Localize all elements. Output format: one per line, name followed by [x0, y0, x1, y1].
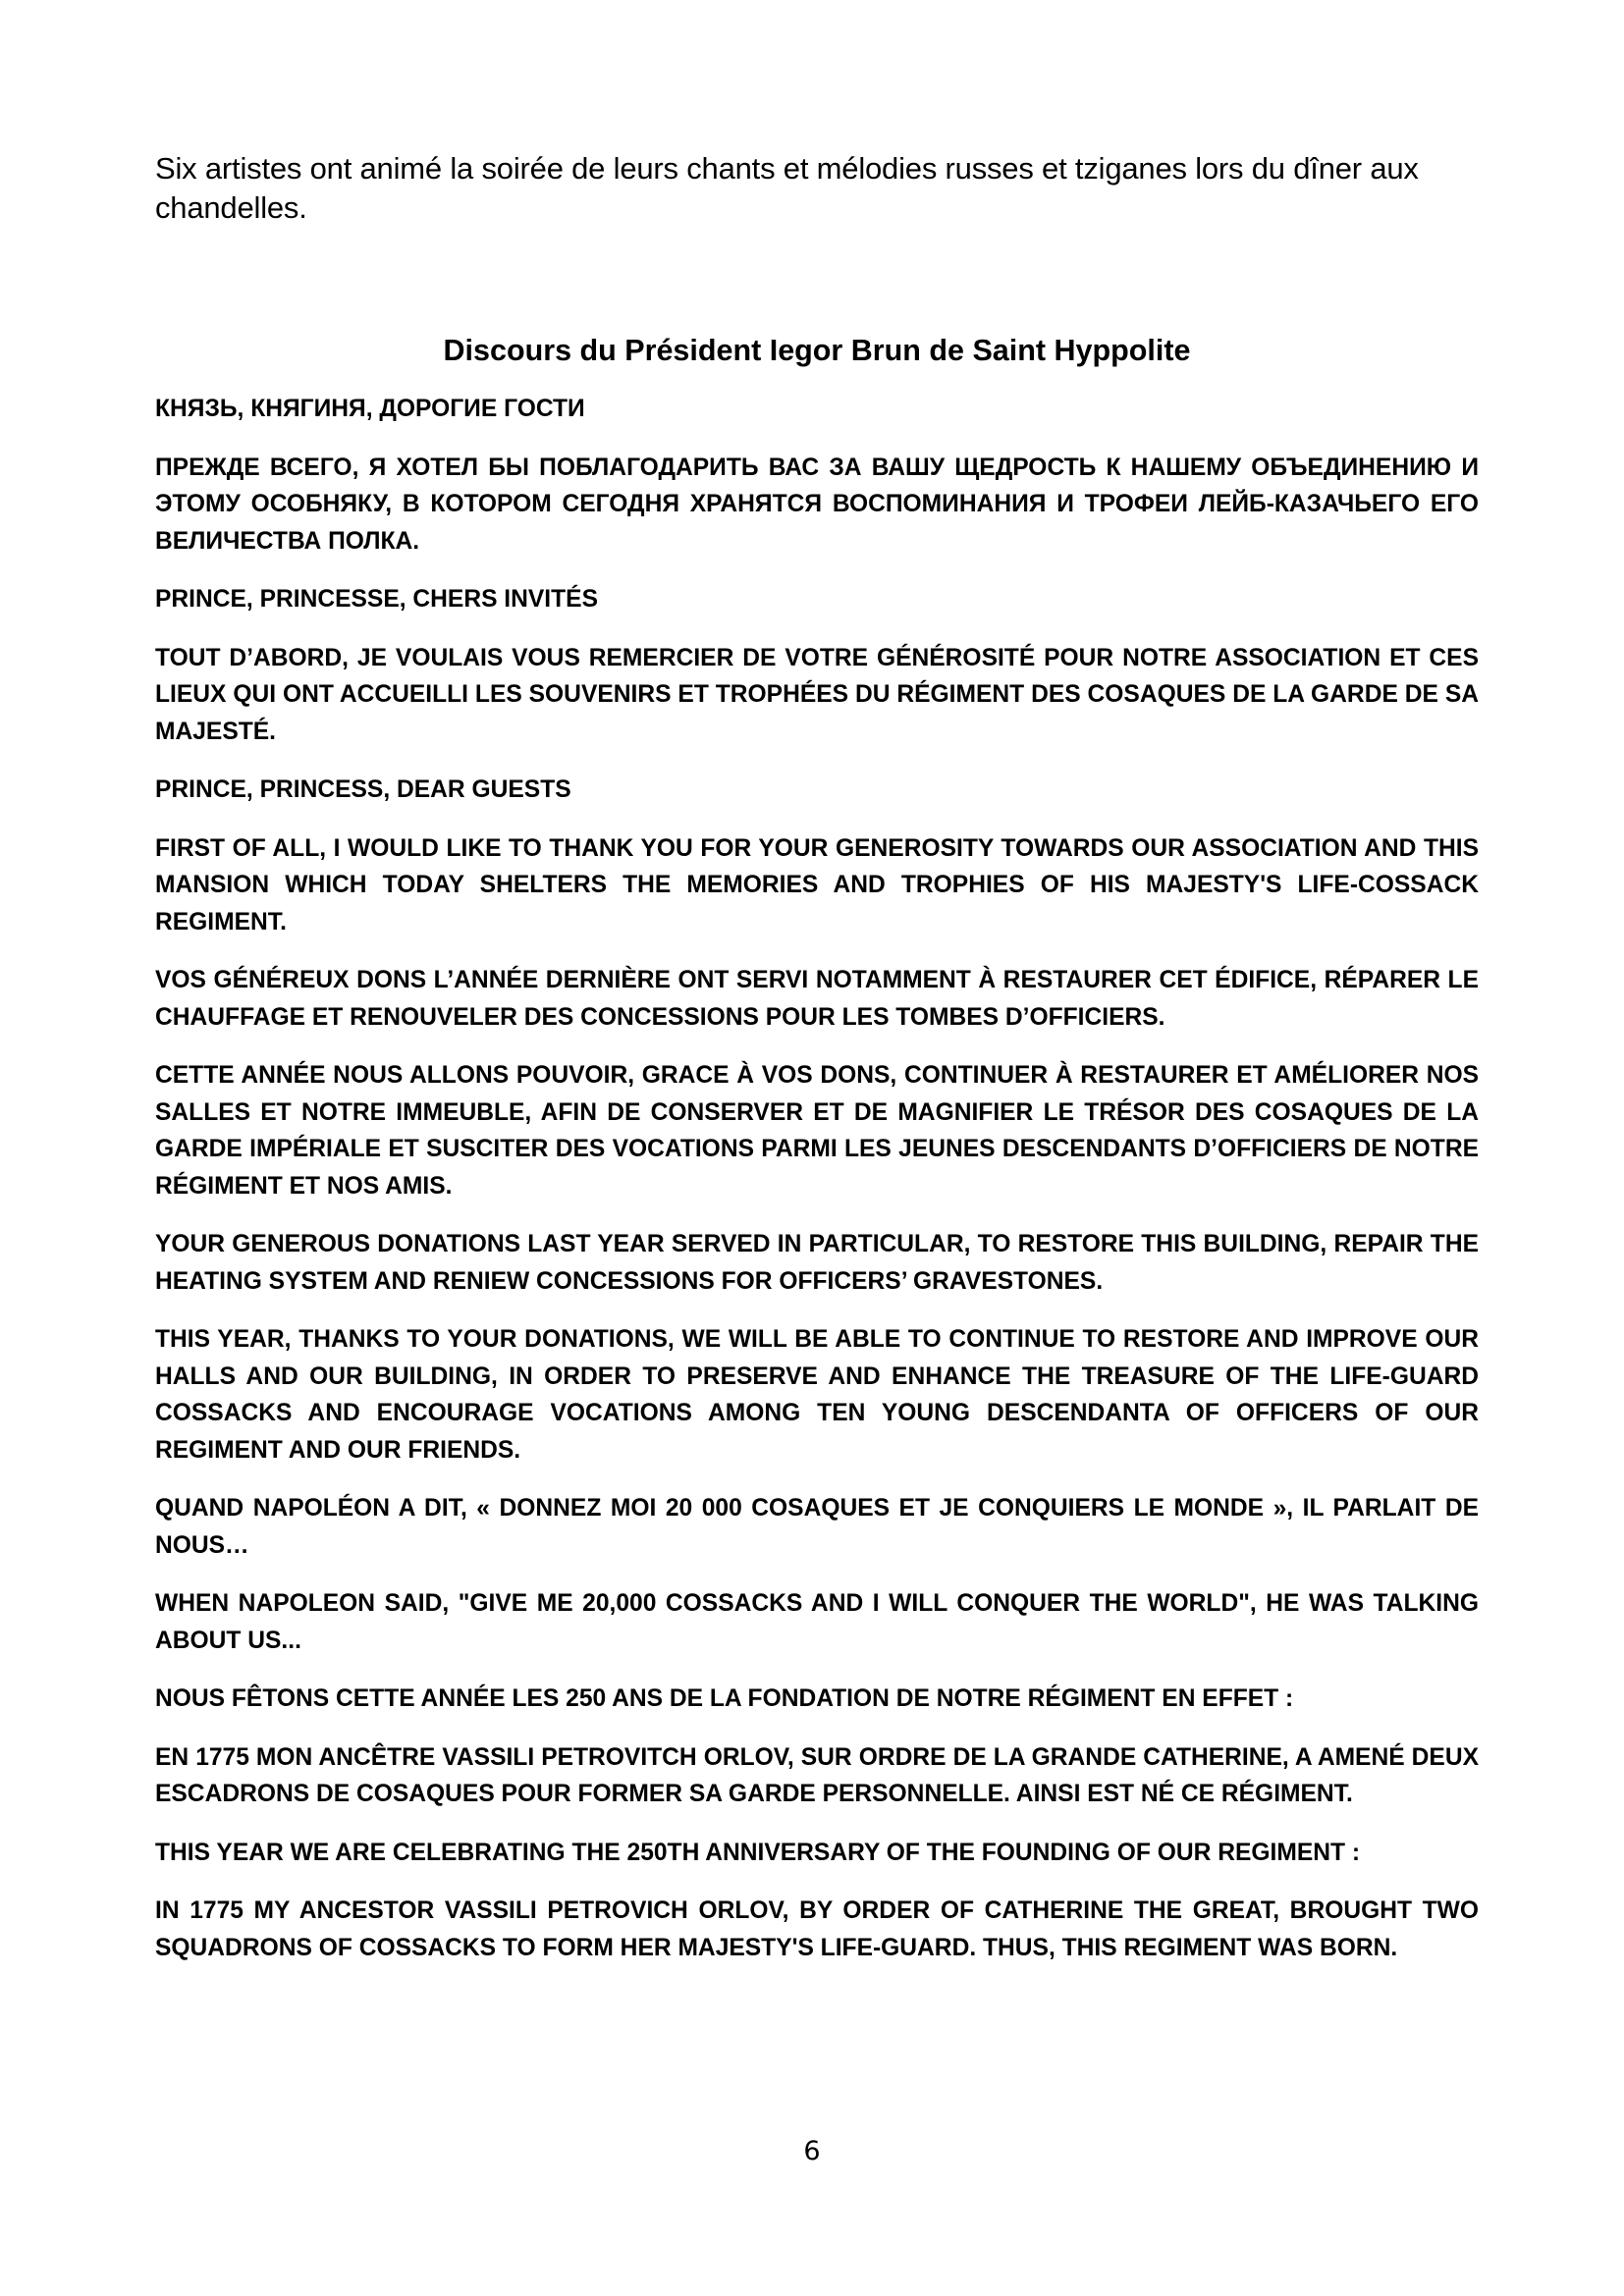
speech-napoleon-en: WHEN NAPOLEON SAID, "GIVE ME 20,000 COSSACKS AND I WILL CONQUER THE WORLD", HE WAS TALKING ABOUT US...	[155, 1590, 1479, 1654]
speech-this-year-fr: CETTE ANNÉE NOUS ALLONS POUVOIR, GRACE À VOS DONS, CONTINUER À RESTAURER ET AMÉLIORER NOS SALLES ET NOTRE IMMEUBLE, AFIN DE CONSERVER ET DE MAGNIFIER LE TRÉSOR DES COSAQUES DE LA GARDE IMPÉRIALE ET SUSCITER DES VOCATIONS PARMI LES JEUNES DESCENDANTS D’OFFICIERS DE NOTRE RÉGIMENT ET NOS AMIS.	[155, 1062, 1479, 1200]
speech-history-fr: EN 1775 MON ANCÊTRE VASSILI PETROVITCH ORLOV, SUR ORDRE DE LA GRANDE CATHERINE, A AMENÉ DEUX ESCADRONS DE COSAQUES POUR FORMER SA GARDE PERSONNELLE. AINSI EST NÉ CE RÉGIMENT.	[155, 1743, 1479, 1807]
speech-body	[155, 391, 1479, 1988]
intro-paragraph: Six artistes ont animé la soirée de leurs chants et mélodies russes et tziganes lors du dîner aux chandelles.	[155, 151, 1419, 225]
speech-paragraph-ru: ПРЕЖДЕ ВСЕГО, Я ХОТЕЛ БЫ ПОБЛАГОДАРИТЬ ВАС ЗА ВАШУ ЩЕДРОСТЬ К НАШЕМУ ОБЪЕДИНЕНИЮ И ЭТОМУ ОСОБНЯКУ, В КОТОРОМ СЕГОДНЯ ХРАНЯТСЯ ВОСПОМИНАНИЯ И ТРОФЕИ ЛЕЙБ-КАЗАЧЬЕГО ЕГО ВЕЛИЧЕСТВА ПОЛКА.	[155, 454, 1479, 555]
page-content	[155, 149, 1479, 1961]
speech-anniversary-en: THIS YEAR WE ARE CELEBRATING THE 250TH ANNIVERSARY OF THE FOUNDING OF OUR REGIMENT :	[155, 1839, 1361, 1866]
speech-paragraph-fr: TOUT D’ABORD, JE VOULAIS VOUS REMERCIER DE VOTRE GÉNÉROSITÉ POUR NOTRE ASSOCIATION ET CES LIEUX QUI ONT ACCUEILLI LES SOUVENIRS ET TROPHÉES DU RÉGIMENT DES COSAQUES DE LA GARDE DE SA MAJESTÉ.	[155, 644, 1479, 745]
speech-this-year-en: THIS YEAR, THANKS TO YOUR DONATIONS, WE WILL BE ABLE TO CONTINUE TO RESTORE AND IMPROVE OUR HALLS AND OUR BUILDING, IN ORDER TO PRESERVE AND ENHANCE THE TREASURE OF THE LIFE-GUARD COSSACKS AND ENCOURAGE VOCATIONS AMONG TEN YOUNG DESCENDANTA OF OFFICERS OF OUR REGIMENT AND OUR FRIENDS.	[155, 1326, 1479, 1464]
speech-donations-fr: VOS GÉNÉREUX DONS L’ANNÉE DERNIÈRE ONT SERVI NOTAMMENT À RESTAURER CET ÉDIFICE, RÉPARER LE CHAUFFAGE ET RENOUVELER DES CONCESSIONS POUR LES TOMBES D’OFFICIERS.	[155, 967, 1479, 1031]
speech-donations-en: YOUR GENEROUS DONATIONS LAST YEAR SERVED IN PARTICULAR, TO RESTORE THIS BUILDING, REPAIR THE HEATING SYSTEM AND RENIEW CONCESSIONS FOR OFFICERS’ GRAVESTONES.	[155, 1231, 1479, 1295]
speech-anniversary-fr: NOUS FÊTONS CETTE ANNÉE LES 250 ANS DE LA FONDATION DE NOTRE RÉGIMENT EN EFFET :	[155, 1685, 1294, 1712]
speech-greeting-en: PRINCE, PRINCESS, DEAR GUESTS	[155, 776, 571, 803]
speech-paragraph-en: FIRST OF ALL, I WOULD LIKE TO THANK YOU FOR YOUR GENEROSITY TOWARDS OUR ASSOCIATION AND THIS MANSION WHICH TODAY SHELTERS THE MEMORIES AND TROPHIES OF HIS MAJESTY'S LIFE-COSSACK REGIMENT.	[155, 834, 1479, 935]
speech-greeting-ru: КНЯЗЬ, КНЯГИНЯ, ДОРОГИЕ ГОСТИ	[155, 396, 585, 422]
page-number: 6	[803, 2136, 821, 2166]
speech-napoleon-fr: QUAND NAPOLÉON A DIT, « DONNEZ MOI 20 000 COSAQUES ET JE CONQUIERS LE MONDE », IL PARLAIT DE NOUS…	[155, 1495, 1479, 1559]
speech-title: Discours du Président Iegor Brun de Saint Hyppolite	[443, 334, 1191, 367]
speech-greeting-fr: PRINCE, PRINCESSE, CHERS INVITÉS	[155, 586, 598, 613]
speech-history-en: IN 1775 MY ANCESTOR VASSILI PETROVICH ORLOV, BY ORDER OF CATHERINE THE GREAT, BROUGHT TWO SQUADRONS OF COSSACKS TO FORM HER MAJESTY'S LIFE-GUARD. THUS, THIS REGIMENT WAS BORN.	[155, 1897, 1479, 1961]
